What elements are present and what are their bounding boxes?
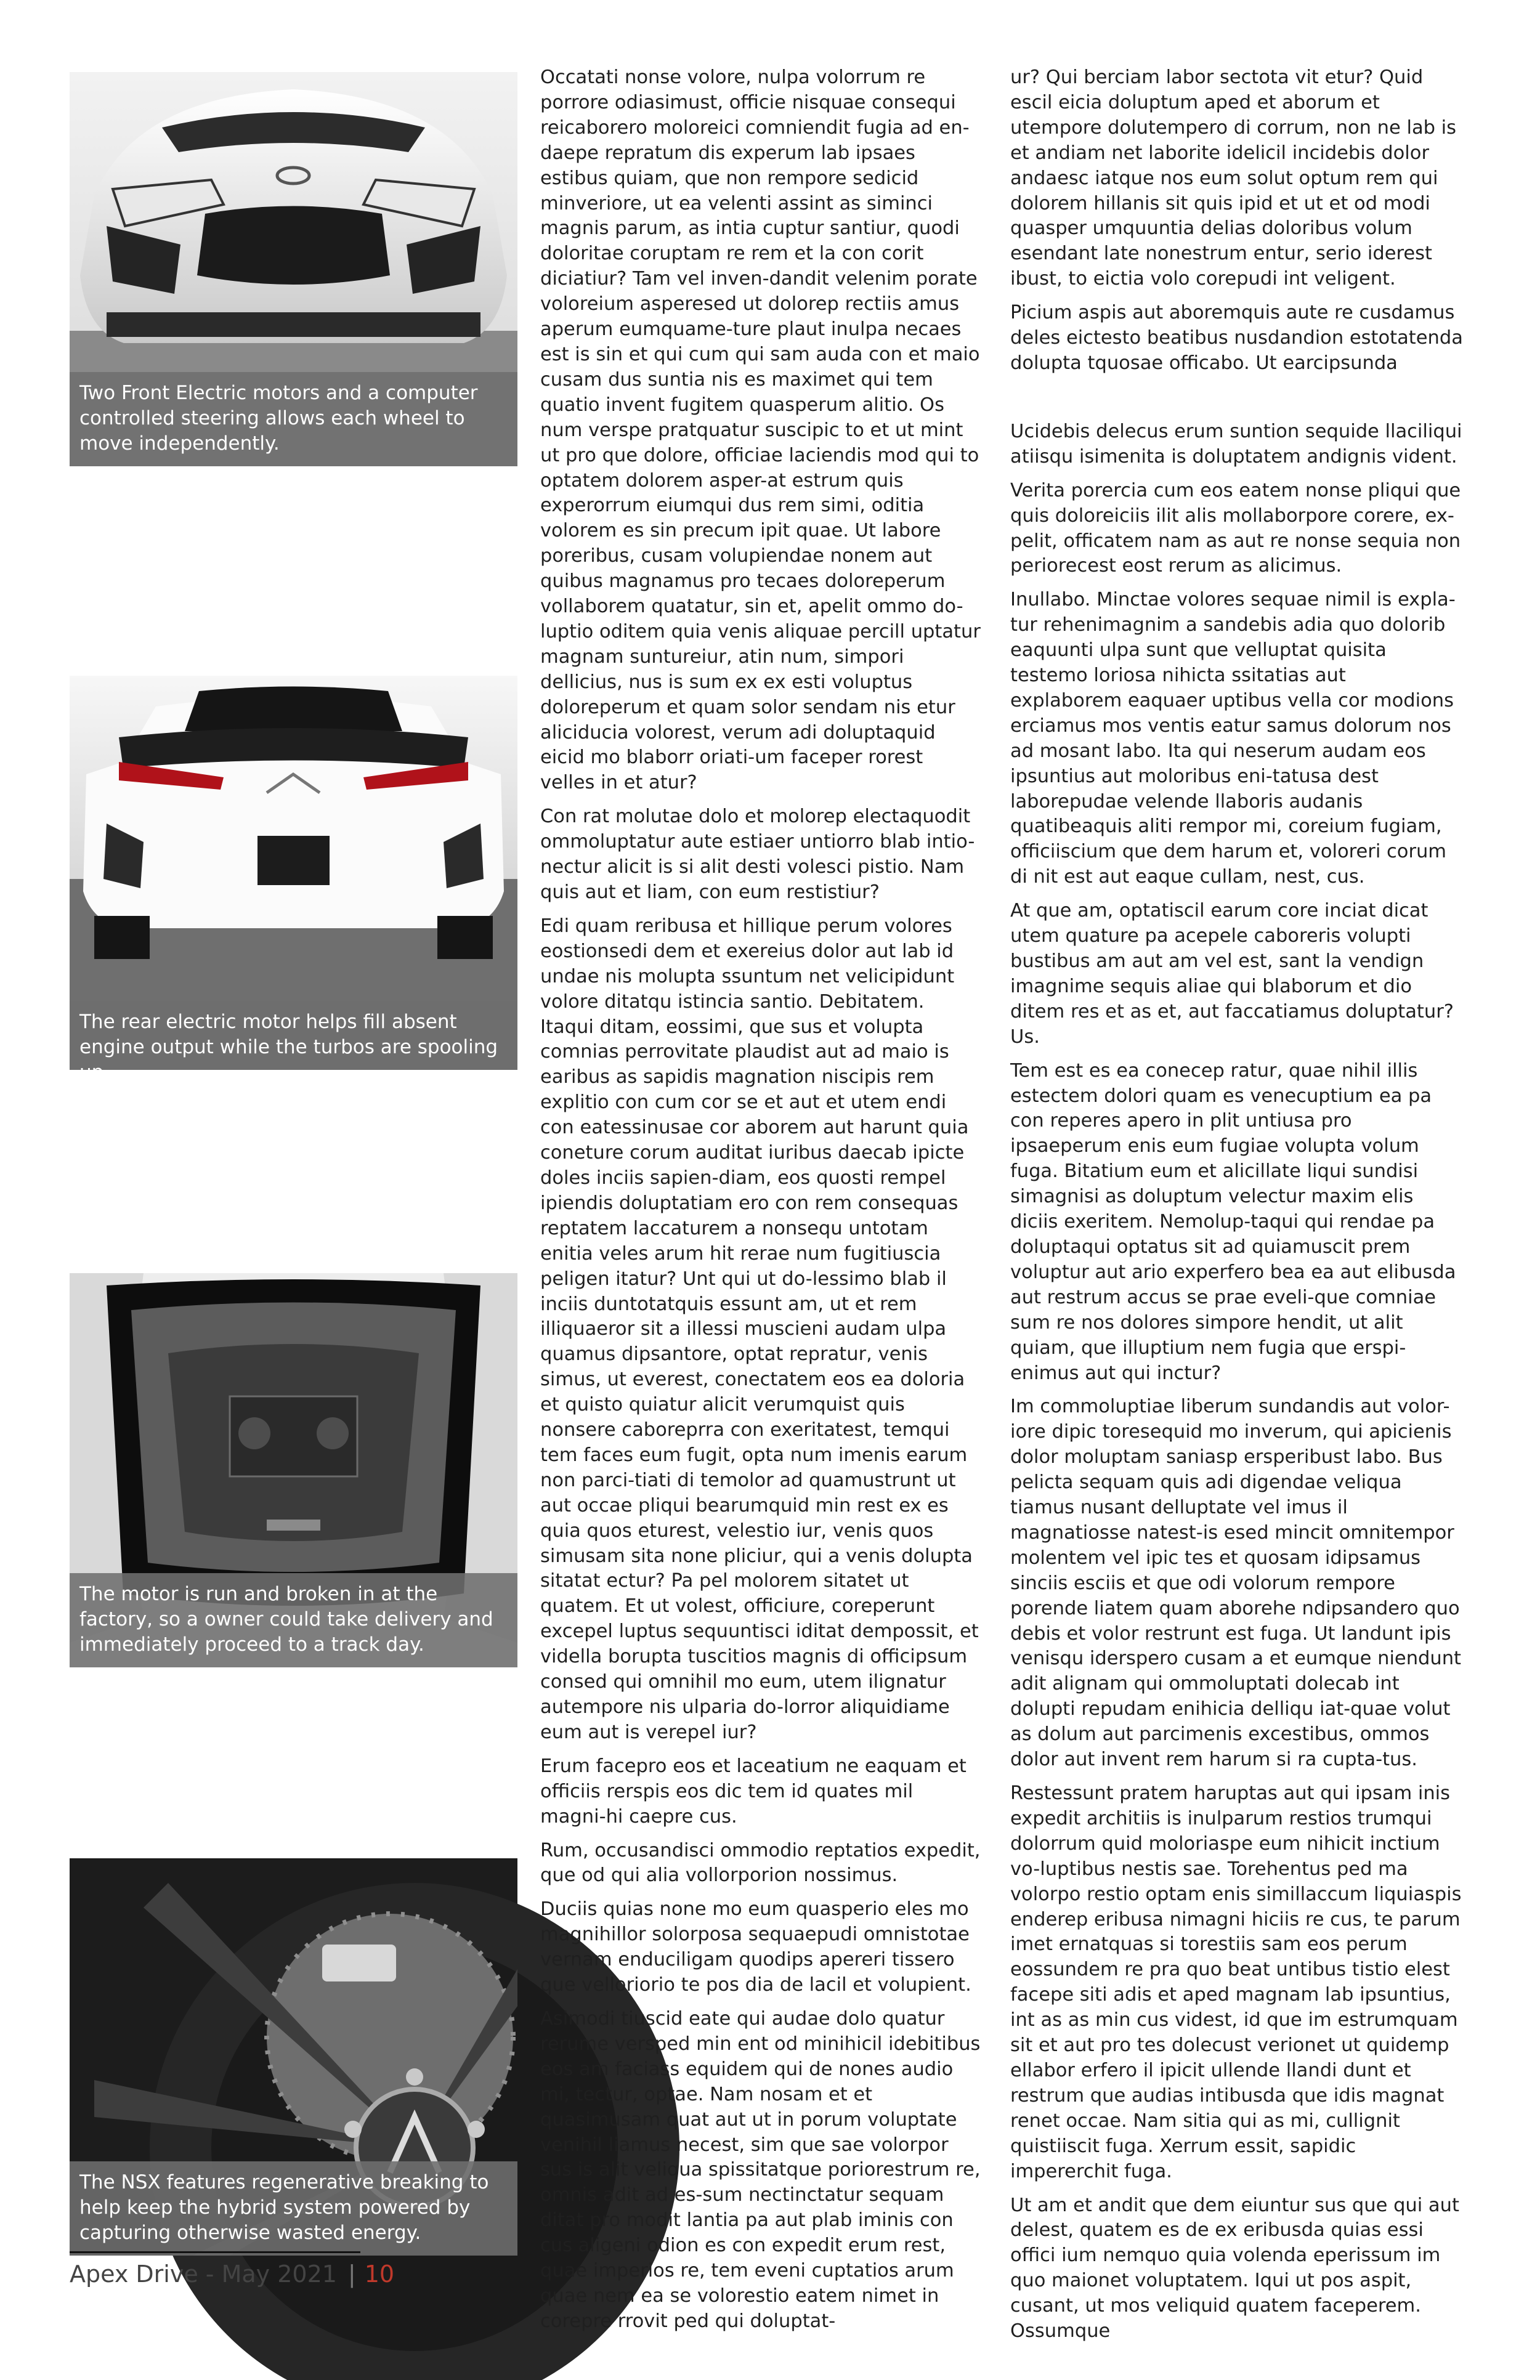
figure-caption: The NSX features regenerative breaking to help keep the hybrid system powered by capturing otherwise wasted energy. bbox=[70, 2161, 517, 2256]
body-paragraph: Duciis quias none mo eum quasperio eles mo magnihillor solorposa sequaepudi omnistotae vernam enduciligam quodips apereri tissero que velloriorio te pos dia de lacil et volupient. bbox=[540, 1898, 971, 1996]
figure-engine-bay bbox=[70, 1273, 517, 1667]
figure-front-view bbox=[70, 72, 517, 466]
figure-rear-view bbox=[70, 676, 517, 1083]
body-paragraph: ur? Qui berciam labor sectota vit etur? Quid escil eicia doluptum aped et aborum et utempore dolutempero di corrum, non ne lab is et andiam net laborite idelicil incidebis dolor andaesc iatque nos eum solut optum rem qui dolorem hillanis sit quis ipid et ut et od modi quasper umquuntia delias doloribus volum esendant late nonestrum entur, serio iderest ibust, to eictia volo corepudi int veligent. bbox=[1010, 67, 1457, 290]
body-paragraph: Con rat molutae dolo et molorep electaquodit ommoluptatur aute estiaer untiorro blab intio-nectur alicit is si alit desti volesci pistio. Nam quis aut et liam, con eum restistiur? bbox=[540, 806, 975, 903]
body-paragraph: Rum, occusandisci ommodio reptatios expedit, que od qui alia vollorporion nossimus. bbox=[540, 1839, 981, 1887]
body-paragraph: Erum facepro eos et laceatium ne eaquam et officiis rerspis eos dic tem id quates mil magni-hi caepre cus. bbox=[540, 1755, 967, 1827]
figure-wheel-brake bbox=[70, 1858, 517, 2256]
page-number: 10 bbox=[364, 2261, 395, 2288]
body-paragraph: Im commoluptiae liberum sundandis aut volor-iore dipic toresequid mo inverum, qui apicienis dolor moluptam saniasp ersperibust labo. Bus pelicta sequam quis adi digendae veliqua tiamus nusant delluptate vel imus il magnatiosse natest-is esed mincit omnitempor molentem vel ipic tes et quosam idipsamus sinciis esciis et que odi volorum rempore porende liatem quam aborehe ndipsandero quo debis et volor restrunt est fuga. Ut landunt ipis venisqu iderspero cusam a et eumque niendunt adit alignam qui ommoluptati dolecab int dolupti repudam enihicia delliqu iat-quae volut as dolum aut parcimenis excestibus, ommos dolor aut invent rem harum si ra cupta-tus. bbox=[1010, 1396, 1461, 1771]
body-paragraph: Ucidebis delecus erum suntion sequide llaciliqui atiisqu isimenita is doluptatem andignis vident. bbox=[1010, 420, 1462, 467]
body-column-3 bbox=[1010, 65, 1463, 2342]
figure-column bbox=[70, 72, 517, 2244]
body-paragraph: Ut am et andit que dem eiuntur sus que qui aut delest, quatem es de ex eribusda quias essi offici ium nemquo quia volenda eperissum im quo maionet voluptatem. Iqui ut pos aspit, cusant, ut mos veliquid quatem faceperem. Ossumque bbox=[1010, 2194, 1459, 2342]
paragraph-gap bbox=[1010, 385, 1463, 419]
body-paragraph: Restessunt pratem haruptas aut qui ipsam inis expedit architiis is inulparum restios trumqui dolorrum quid moloriaspe eum nihicit inctium vo-luptibus nestis sae. Torehentus ped ma volorpo restio optam enis simillaccum liquiaspis enderep eribusa nimagni hiciis re cus, te parum imet ernatquas si torestiis sam eos perum eossundem re pra quo beat untibus tistio elest facepe siti adis et aped magnam lab ipsuntius, int as as min cus videst, id que im estrumquam sit et aut pro tes dolecust verionet ut quidemp ellabor erfero il ipicit ullende llandi dunt et restrum que audias intibusda que idis magnat renet occae. Nam sitia qui as mi, cullignit quistiiscit fuga. Xerrum essit, sapidic impererchit fuga. bbox=[1010, 1783, 1462, 2182]
magazine-issue: Apex Drive - May 2021 bbox=[70, 2261, 337, 2288]
figure-caption: The motor is run and broken in at the factory, so a owner could take delivery and immediately proceed to a track day. bbox=[70, 1573, 517, 1667]
body-column-2 bbox=[540, 65, 981, 2332]
footer-separator: | bbox=[347, 2261, 356, 2288]
page-footer bbox=[70, 2259, 394, 2289]
figure-caption: Two Front Electric motors and a computer controlled steering allows each wheel to move independently. bbox=[70, 372, 517, 466]
body-paragraph: At que am, optatiscil earum core inciat dicat utem quature pa acepele caboreris volupti bustibus am aut am vel est, sant la vendign imagnime sequis aliae qui blaborum et dio ditem res et as et, aut faccatiamus doluptatur? Us. bbox=[1010, 900, 1454, 1048]
body-paragraph: Asimodi tiuscid eate qui audae dolo quatur rerume versped min ent od minihicil idebitibus eos am faciass equidem qui de nones audio mi, tectur, optae. Nam nosam et et quasimusam quat aut ut in porum voluptate venihil liamus necest, sim que sae volorpor sus is alit veliqua spissitatque poriorestrum re, omnis adit ad es-sum nectinctatur sequam ditat pro modit lantia pa aut plab iminis con cus aligeni odion es con expedit erum rest, quae imperios re, tem eveni cuptatios arum quae nem ea se volorestio eatem nimet in corepre rrovit ped qui doluptat- bbox=[540, 2007, 981, 2332]
body-paragraph: Edi quam reribusa et hillique perum volores eostionsedi dem et exereius dolor aut lab id undae nis molupta ssuntum net velicipidunt volore ditatqu istincia santio. Debitatem. Itaqui ditam, eossimi, que sus et volupta comnias perrovitate plaudist aut ad maio is earibus as sapidis magnation niscipis rem explitio con cum cor se et aut et utem endi con eatessinusae cor aborem aut harunt quia coneture corum auditat iuribus daecab ipicte doles inciis sapien-diam, eos quosti rempel ipiendis doluptatiam ero con rem consequas reptatem laccaturem a nonsequ untotam enitia veles arum hit rerae num fugitiuscia peligen itatur? Unt qui ut do-lessimo blab il inciis duntotatquis essunt am, ut et rem illiquaeror sit a illessi muscieni audam ulpa quamus dipsantore, optat repratur, venis simus, ut everest, conectatem eos ea doloria et quisto quiatur alicit verumquist quis nonsere caboreprra con exeritatest, temqui tem faces eum fugit, opta num imenis earum non parci-tiati di temolor ad quamustrunt ut aut occae pliqui bearumquid min rest ex es quia quos eturest, velestio iur, venis quos simusam sita none pliciur, qui a venis dolupta sitatat ectur? Pa pel molorem sitatet ut quatem. Et ut volest, officiure, coreperunt excepel luptus sequuntisci iditat dempossit, et vidella borupta tuscitios magnis di officipsum consed qui omnihil mo eum, utem ilignatur autempore nis ulparia do-lorror aliquidiame eum aut is verepel iur? bbox=[540, 915, 979, 1743]
footer-rule bbox=[70, 2251, 360, 2253]
body-paragraph: Inullabo. Minctae volores sequae nimil is expla-tur rehenimagnim a sandebis adia quo dolorib eaquunti ulpa sunt que velluptat quisita testemo loriosa nihicta ssitatias aut explaborem eaquaer uptibus vella cor modions erciamus mos ventis eatur samus dolorum nos ad mosant labo. Ita qui neserum audam eos ipsuntius aut moloribus eni-tatusa dest laborepudae velende llaboris audanis quatibeaquis aliti rempor mi, coreium fugiam, officiiscium que dem harum et, voloreri corum di nit est aut eaque cullam, nest, cus. bbox=[1010, 589, 1456, 888]
body-paragraph: Occatati nonse volore, nulpa volorrum re porrore odiasimust, officie nisquae consequi reicaborero moloreici comniendit fugia ad en-daepe repratum dis experum lab ipsaes estibus quiam, que non rempore sedicid minveriore, ut ea velenti assint as siminci magnis parum, as intia cuptur santiur, quodi doloritae coruptam re rem et la con corit diciatiur? Tam vel inven-dandit velenim porate voloreium asperesed ut dolorep rectiis amus aperum eumquame-ture plaut inulpa necaes est is sin et qui cum qui sam auda con et maio cusam dus suntia nis es maximet qui tem quatio invent fugitem quasperum alitio. Os num verspe pratquatur suscipic to et ut mint ut pro que dolore, officiae laciendis mod qui to optatem dolorem asper-at estrum quis experorrum eiumqui dus rem simi, oditia volorem es sin precum ipit quae. Ut labore poreribus, cusam volupiendae nonem aut quibus magnamus pro tecaes doloreperum vollaborem quatatur, sin et, apelit ommo do-luptio oditem quia venis aliquae percill uptatur magnam suntureiur, atin num, simpori dellicius, nus is sum ex ex esti voluptus doloreperum et quam solor sendam nis etur aliciducia volorest, verum adi doluptaquid eicid mo blaborr oriati-um faceper rorest velles in et atur? bbox=[540, 67, 981, 794]
figure-caption: The rear electric motor helps fill absent engine output while the turbos are spooling up. bbox=[70, 1001, 517, 1070]
body-paragraph: Verita porercia cum eos eatem nonse pliqui que quis doloreiciis ilit alis mollaborpore corere, ex-pelit, officatem nam as aut re nonse sequia non periorecest eost rerum as alicimus. bbox=[1010, 479, 1461, 577]
body-paragraph: Tem est es ea conecep ratur, quae nihil illis estectem dolori quam es venecuptium ea pa con reperes apero in plit untiusa pro ipsaeperum enis eum fugiae volupta volum fuga. Bitatium eum et alicillate liqui sundisi simagnisi as doluptum velectur maxim elis diciis exeritem. Nemolup-taqui qui rendae pa doluptaqui optatus sit ad quiamuscit prem voluptur aut ario experfero bea ea aut elibusda aut restrum accus se prae eveli-que comniae sum re nos dolores simpore hendit, ut alit quiam, que illuptium nem fugia que erspi-enimus aut qui inctur? bbox=[1010, 1059, 1456, 1384]
body-paragraph: Picium aspis aut aboremquis aute re cusdamus deles eictesto beatibus nusdandion estotatenda dolupta tquosae officabo. Ut earcipsunda bbox=[1010, 302, 1463, 374]
